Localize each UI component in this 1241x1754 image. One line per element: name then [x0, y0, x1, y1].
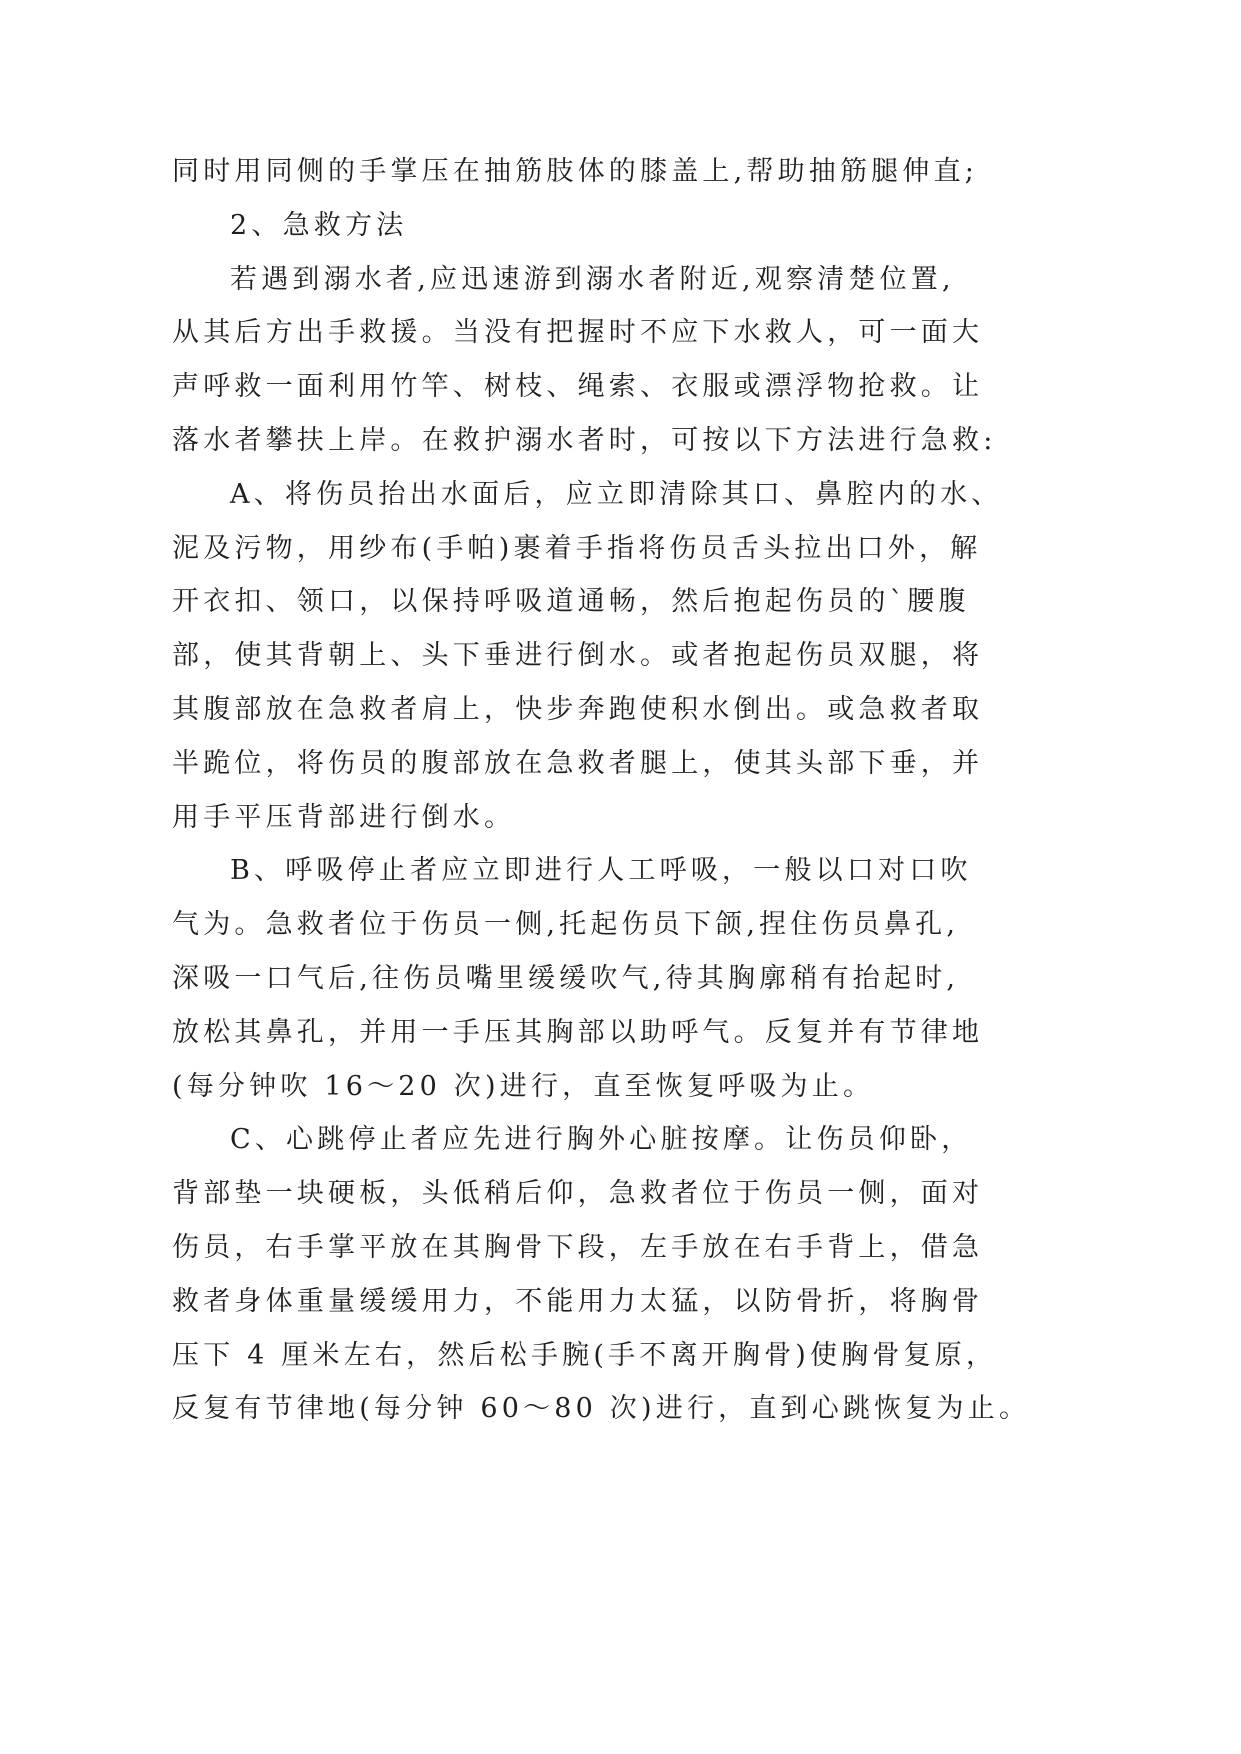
text-line: 救者身体重量缓缓用力，不能用力太猛，以防骨折，将胸骨	[172, 1285, 984, 1317]
text-line: 泥及污物，用纱布(手帕)裹着手指将伤员舌头拉出口外，解	[172, 532, 982, 564]
text-line: 放松其鼻孔，并用一手压其胸部以助呼气。反复并有节律地	[172, 1016, 984, 1048]
text-line: 若遇到溺水者,应迅速游到溺水者附近,观察清楚位置,	[230, 263, 955, 295]
text-line: 反复有节律地(每分钟 60～80 次)进行，直到心跳恢复为止。	[172, 1393, 1031, 1425]
text-line: 其腹部放在急救者肩上，快步奔跑使积水倒出。或急救者取	[172, 693, 984, 725]
document-body	[172, 145, 1031, 1436]
text-line: 开衣扣、领口，以保持呼吸道通畅，然后抱起伤员的`腰腹	[172, 586, 970, 618]
text-line: 声呼救一面利用竹竿、树枝、绳索、衣服或漂浮物抢救。让	[172, 371, 984, 403]
text-line: 用手平压背部进行倒水。	[172, 801, 516, 833]
text-line: C、心跳停止者应先进行胸外心脏按摩。让伤员仰卧，	[230, 1124, 973, 1156]
text-line: 气为。急救者位于伤员一侧,托起伤员下颌,捏住伤员鼻孔,	[172, 909, 960, 941]
text-line: 深吸一口气后,往伤员嘴里缓缓吹气,待其胸廓稍有抬起时,	[172, 962, 960, 994]
text-line: 同时用同侧的手掌压在抽筋肢体的膝盖上,帮助抽筋腿伸直;	[172, 156, 979, 187]
text-line: 背部垫一块硬板，头低稍后仰，急救者位于伤员一侧，面对	[172, 1178, 984, 1210]
text-line: 半跪位，将伤员的腹部放在急救者腿上，使其头部下垂，并	[172, 747, 984, 779]
text-line: 落水者攀扶上岸。在救护溺水者时，可按以下方法进行急救:	[172, 424, 997, 456]
section-heading: 2、急救方法	[230, 209, 408, 241]
text-line: B、呼吸停止者应立即进行人工呼吸，一般以口对口吹	[230, 855, 972, 887]
text-line: (每分钟吹 16～20 次)进行，直至恢复呼吸为止。	[172, 1070, 875, 1102]
text-line: 部，使其背朝上、头下垂进行倒水。或者抱起伤员双腿，将	[172, 640, 984, 672]
text-line: 从其后方出手救援。当没有把握时不应下水救人，可一面大	[172, 317, 984, 349]
text-line: A、将伤员抬出水面后，应立即清除其口、鼻腔内的水、	[230, 478, 1003, 510]
text-line: 伤员，右手掌平放在其胸骨下段，左手放在右手背上，借急	[172, 1231, 984, 1263]
text-line: 压下 4 厘米左右，然后松手腕(手不离开胸骨)使胸骨复原，	[172, 1339, 998, 1371]
